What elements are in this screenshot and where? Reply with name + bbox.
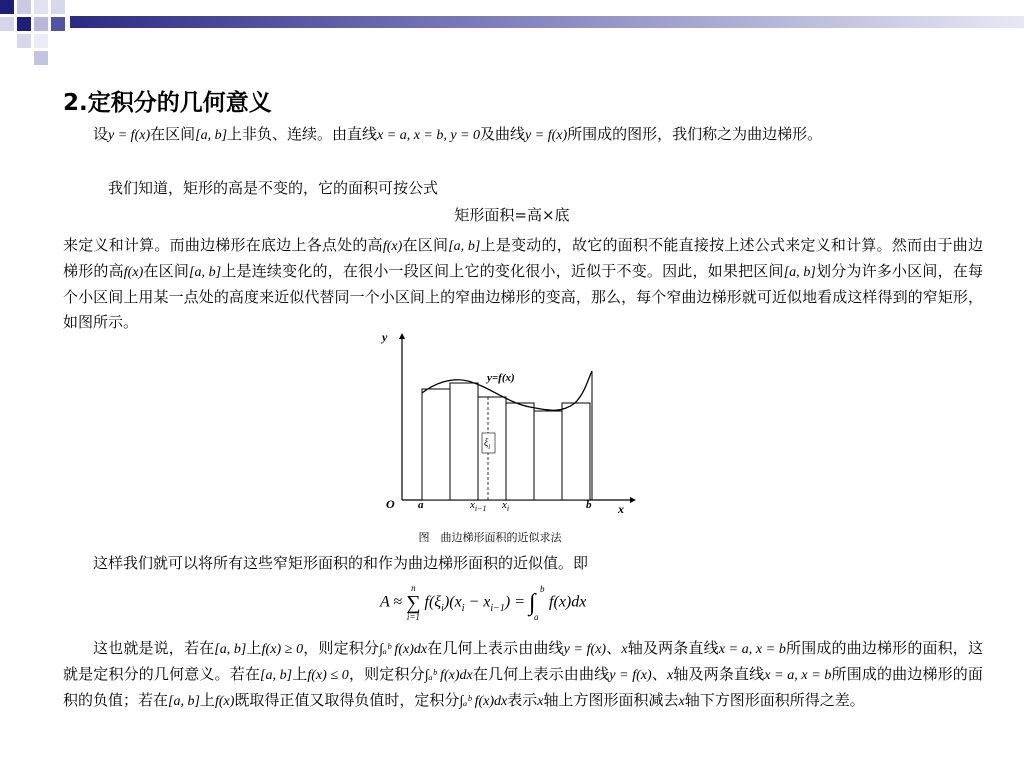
eq-text: ≈ — [393, 593, 403, 611]
origin-label: O — [386, 497, 395, 511]
y-axis-arrow — [399, 333, 405, 339]
math-inline: ∫ₐᵇ f(x)dx — [459, 694, 508, 709]
rectangle-area-formula: 矩形面积=高×底 — [454, 206, 570, 224]
math-inline: y = f(x) — [563, 642, 607, 657]
text: 设 — [93, 125, 109, 143]
text: 轴及两条直线 — [627, 639, 719, 657]
text: 在几何上表示由曲线 — [427, 639, 564, 657]
math-inline: y = f(x) — [108, 128, 151, 143]
header-square — [17, 17, 31, 31]
math-inline: f(x) ≤ 0 — [307, 668, 349, 683]
text: 划分为许多小区间，在每个小区间上用某一点处的高度来近似代替同一个小区间上的窄曲边梯形的变高，那么，每个窄曲边梯形就可近似地看成这样得到的窄矩形，如图所示。 — [63, 262, 983, 331]
riemann-sum-figure — [370, 325, 640, 525]
math-inline: x — [621, 642, 628, 657]
text: 上是变动的，故它的面积不能直接按上述公式来定义和计算。然而由于曲边梯形的高 — [63, 236, 983, 280]
math-inline: x = a, x = b, y = 0 — [377, 128, 481, 143]
math-inline: f(x) ≥ 0 — [261, 642, 304, 657]
eq-text: f(x)dx — [549, 593, 587, 611]
text: 轴下方图形面积所得之差。 — [684, 691, 865, 709]
header-square — [34, 17, 48, 31]
math-inline: [a, b] — [195, 128, 228, 143]
math-inline: [a, b] — [168, 694, 200, 709]
text: 上 — [246, 639, 262, 657]
approx-rectangle — [450, 383, 478, 500]
paragraph-geometric-meaning — [63, 636, 983, 714]
text: 上是连续变化的，在很小一段区间上它的变化很小，近似于不变。因此，如果把区间 — [221, 262, 784, 280]
x-i-label: $x_i$ — [502, 499, 510, 513]
eq-text: ) = — [504, 593, 526, 611]
eq-text: i — [461, 602, 465, 614]
eq-text: A — [380, 593, 390, 611]
math-inline: [a, b] — [260, 668, 293, 683]
text: ，则定积分 — [348, 665, 425, 683]
eq-text: n — [411, 583, 416, 593]
eq-text: a — [534, 612, 539, 622]
x-axis-arrow — [630, 497, 636, 503]
eq-text: )(x — [443, 593, 462, 611]
eq-text: i−1 — [490, 602, 505, 614]
math-inline: x — [537, 694, 544, 709]
section-title: 2.定积分的几何意义 — [63, 90, 272, 116]
math-inline: x — [678, 694, 685, 709]
header-gradient-bar — [70, 16, 1024, 28]
eq-text: b — [540, 584, 545, 594]
header-square — [34, 0, 48, 14]
text: 来定义和计算。而曲边梯形在底边上各点处的高 — [63, 236, 383, 254]
text: 既取得正值又取得负值时，定积分 — [234, 691, 460, 709]
approx-rectangle — [506, 403, 534, 500]
header-square — [34, 34, 48, 48]
math-inline: x = a, x = b — [764, 668, 832, 683]
text: 上 — [199, 691, 215, 709]
math-inline: [a, b] — [189, 265, 222, 280]
header-square — [51, 0, 65, 14]
math-inline: y = f(x) — [609, 668, 652, 683]
math-inline: f(x) — [123, 265, 144, 280]
text: ，则定积分 — [303, 639, 380, 657]
math-inline: [a, b] — [214, 642, 247, 657]
paragraph-approximation — [63, 233, 983, 335]
x-prev-label: $x_{i-1}$ — [470, 499, 487, 513]
text: 轴及两条直线 — [673, 665, 765, 683]
approx-rectangle — [422, 389, 450, 500]
header-square — [0, 17, 14, 31]
header-square — [17, 34, 31, 48]
text: 这也就是说，若在 — [93, 639, 215, 657]
math-inline: f(x) — [214, 694, 235, 709]
text: 上非负、连续。由直线 — [227, 125, 378, 143]
math-inline: x — [667, 668, 674, 683]
approx-rectangle — [562, 403, 590, 500]
header-square — [17, 0, 31, 14]
math-inline: ∫ₐᵇ f(x)dx — [424, 668, 473, 683]
approx-rectangles — [422, 383, 590, 500]
approx-rectangle — [534, 411, 562, 500]
text: 上 — [292, 665, 308, 683]
xi-label: $\xi_i$ — [484, 438, 491, 451]
a-label: a — [418, 499, 424, 511]
text: 及曲线 — [480, 125, 526, 143]
slide-header-decoration — [0, 0, 1024, 64]
text: 在区间 — [150, 125, 196, 143]
header-square — [0, 0, 14, 14]
riemann-sum-equation — [380, 584, 586, 622]
math-inline: y = f(x) — [525, 128, 568, 143]
header-square — [34, 51, 48, 65]
sum-symbol: n ∑ i=1 — [406, 583, 421, 622]
integral-symbol: ∫ b a — [529, 584, 545, 622]
text: 在几何上表示由曲线 — [472, 665, 610, 683]
math-inline: [a, b] — [783, 265, 816, 280]
math-inline: f(x) — [382, 239, 403, 254]
text: 、 — [651, 665, 667, 683]
math-inline: x = a, x = b — [718, 642, 786, 657]
text: 轴上方图形面积减去 — [543, 691, 679, 709]
curve-label: y=f(x) — [487, 372, 515, 384]
header-square — [51, 17, 65, 31]
b-label: b — [586, 499, 592, 511]
paragraph-sum: 这样我们就可以将所有这些窄矩形面积的和作为曲边梯形面积的近似值。即 — [93, 554, 589, 572]
text: 在区间 — [143, 262, 190, 280]
math-inline: [a, b] — [448, 239, 481, 254]
text: 表示 — [507, 691, 538, 709]
eq-text: i — [441, 602, 444, 614]
text: 、 — [606, 639, 622, 657]
text: 所围成的曲边梯形的面积的负值；若在 — [63, 665, 983, 709]
eq-text: f(ξ — [424, 593, 442, 611]
text: 所围成的曲边梯形的面积，这就是定积分的几何意义。若在 — [63, 639, 983, 683]
text: 在区间 — [402, 236, 449, 254]
math-inline: ∫ₐᵇ f(x)dx — [379, 642, 428, 657]
figure-caption: 图 曲边梯形面积的近似求法 — [418, 531, 562, 544]
paragraph-definition — [63, 122, 983, 148]
x-axis-label: x — [618, 502, 624, 516]
eq-text: i=1 — [406, 612, 420, 622]
eq-text: − x — [464, 593, 491, 611]
text: 所围成的图形，我们称之为曲边梯形。 — [567, 125, 823, 143]
paragraph-rectangle: 我们知道，矩形的高是不变的，它的面积可按公式 — [108, 179, 439, 197]
y-axis-label: y — [382, 330, 388, 344]
